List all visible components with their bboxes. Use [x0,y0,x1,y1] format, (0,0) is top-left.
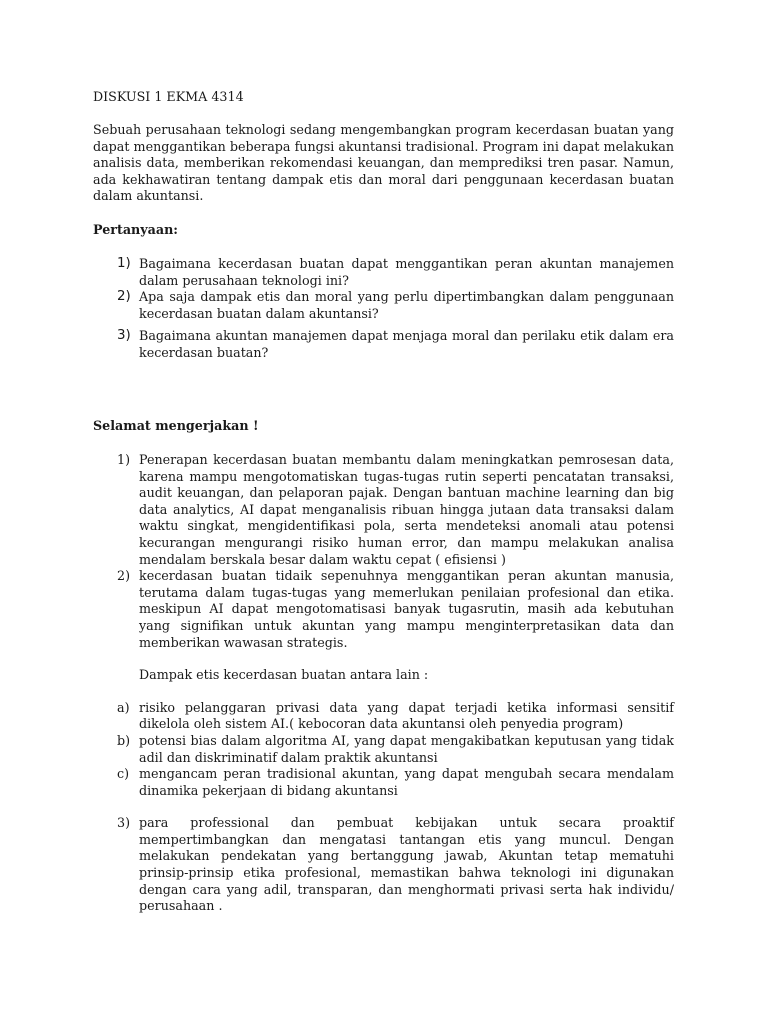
impact-item [93,766,674,799]
impact-text: mengancam peran tradisional akuntan, yang dapat mengubah secara mendalam dinamika pekerjaan di bidang akuntansi [139,766,674,798]
questions-list [93,256,674,362]
question-item [93,256,674,289]
impacts-intro: Dampak etis kecerdasan buatan antara lain : [139,667,429,683]
answer-item [93,452,674,568]
document-title: DISKUSI 1 EKMA 4314 [93,89,244,104]
impact-item [93,700,674,733]
question-item [93,289,674,322]
impact-text: potensi bias dalam algoritma AI, yang dapat mengakibatkan keputusan yang tidak adil dan diskriminatif dalam praktik akuntansi [139,732,674,765]
impact-letter: c) [117,766,130,782]
answer-text: kecerdasan buatan tidaik sepenuhnya menggantikan peran akuntan manusia, terutama dalam tugas-tugas yang memerlukan penilaian profesional dan etika. meskipun AI dapat mengotomatisasi banyak tugasrutin, masih ada kebutuhan yang signifikan untuk akuntan yang mampu menginterpretasikan data dan memberikan wawasan strategis. [139,568,674,650]
closing-text: Selamat mengerjakan ! [93,418,259,433]
impact-item [93,733,674,766]
answers-list [93,452,674,915]
impact-letter: b) [117,732,131,748]
answer-text: Penerapan kecerdasan buatan membantu dalam meningkatkan pemrosesan data, karena mampu mengotomatiskan tugas-tugas rutin seperti pencatatan transaksi, audit keuangan, dan pelaporan pajak. Dengan bantuan machine learning dan big data analytics, AI dapat menganalisis ribuan hingga jutaan data transaksi dalam waktu singkat, mengidentifikasi pola, serta mendeteksi anomali atau potensi kecurangan mengurangi risiko human error, dan mampu melakukan analisa mendalam berskala besar dalam waktu cepat ( efisiensi ) [139,452,674,567]
question-text: Apa saja dampak etis dan moral yang perlu dipertimbangkan dalam penggunaan kecerdasan buatan dalam akuntansi? [139,289,674,321]
answer-text: para professional dan pembuat kebijakan untuk secara proaktif mempertimbangkan dan mengatasi tantangan etis yang muncul. Dengan melakukan pendekatan yang bertanggung jawab, Akuntan tetap mematuhi prinsip-prinsip etika profesional, memastikan bahwa teknologi ini digunakan dengan cara yang adil, transparan, dan menghormati privasi serta hak individu/ perusahaan . [139,815,674,914]
question-text: Bagaimana kecerdasan buatan dapat menggantikan peran akuntan manajemen dalam perusahaan teknologi ini? [139,256,674,288]
questions-heading: Pertanyaan: [93,222,178,237]
question-number: 3) [117,328,131,344]
impact-text: risiko pelanggaran privasi data yang dapat terjadi ketika informasi sensitif dikelola oleh sistem AI.( kebocoran data akuntansi oleh penyedia program) [139,699,674,732]
answer-number: 2) [117,568,131,584]
question-number: 2) [117,289,131,305]
intro-paragraph: Sebuah perusahaan teknologi sedang mengembangkan program kecerdasan buatan yang dapat menggantikan beberapa fungsi akuntansi tradisional. Program ini dapat melakukan analisis data, memberikan rekomendasi keuangan, dan memprediksi tren pasar. Namun, ada kekhawatiran tentang dampak etis dan moral dari penggunaan kecerdasan buatan dalam akuntansi. [93,122,674,204]
answer-number: 3) [117,815,131,831]
answer-number: 1) [117,452,131,467]
answer-item [93,815,674,915]
impact-letter: a) [117,699,130,715]
answer-item [93,568,674,651]
question-text: Bagaimana akuntan manajemen dapat menjaga moral dan perilaku etik dalam era kecerdasan buatan? [139,328,674,360]
question-number: 1) [117,256,131,271]
question-item [93,328,674,361]
